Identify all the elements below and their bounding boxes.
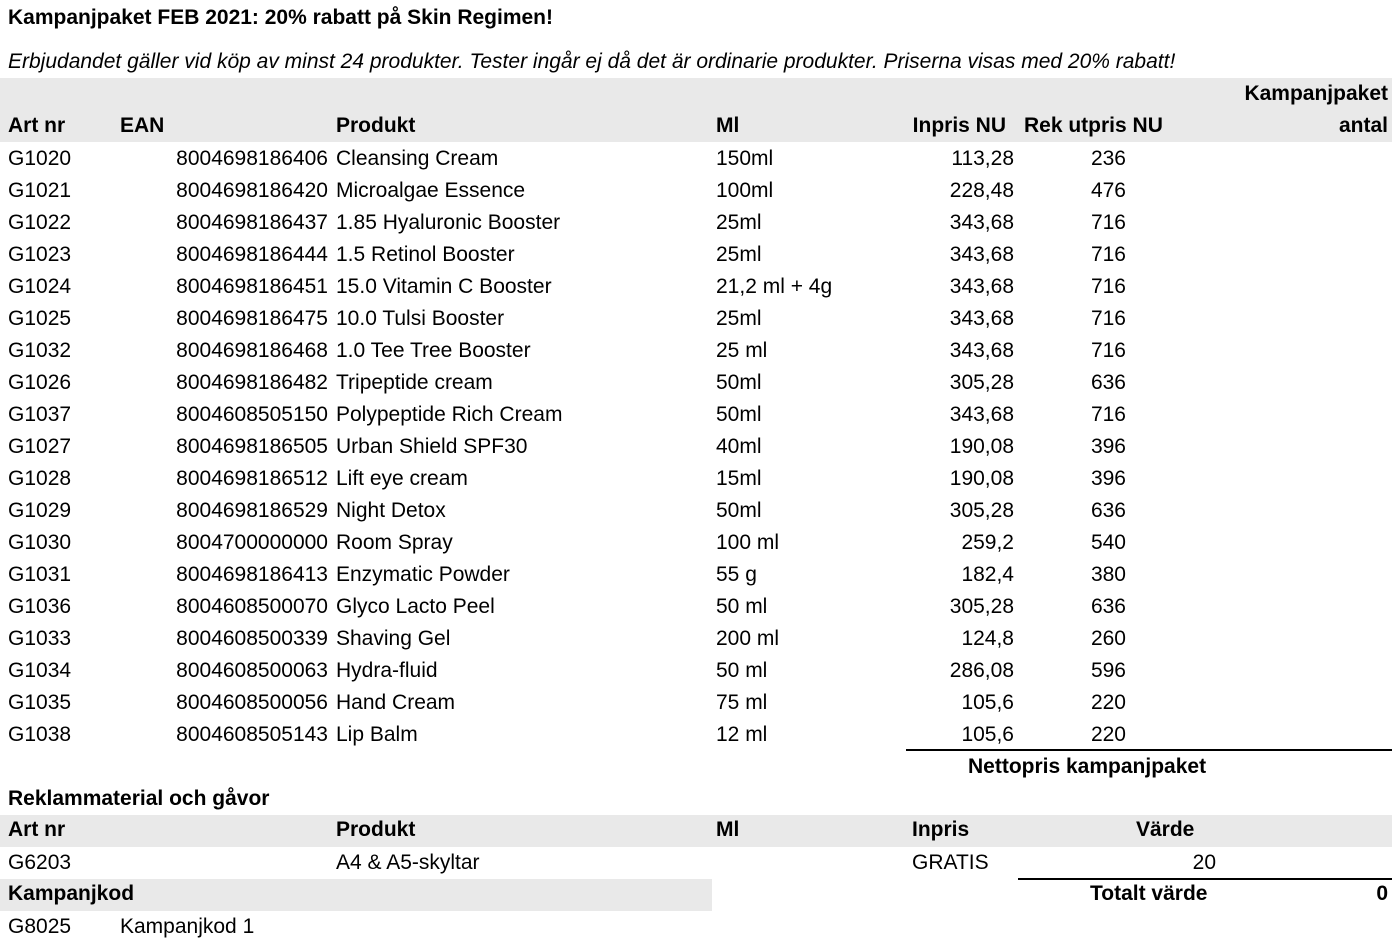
cell-rek-utpris: 220 — [1090, 691, 1126, 714]
cell-ml: 25ml — [716, 211, 762, 234]
header-produkt: Produkt — [336, 114, 416, 137]
cell-rek-utpris: 636 — [1090, 371, 1126, 394]
cell-ml: 50ml — [716, 403, 762, 426]
reklam-section-title: Reklammaterial och gåvor — [8, 787, 270, 810]
table-row — [0, 367, 1400, 399]
cell-art-nr: G1031 — [8, 563, 72, 586]
cell-inpris: 343,68 — [949, 403, 1014, 426]
header-ml: Ml — [716, 114, 740, 137]
cell-ean: 8004608505150 — [176, 403, 328, 426]
cell-rek-utpris: 716 — [1090, 339, 1126, 362]
cell-art-nr: G1024 — [8, 275, 72, 298]
table-row — [0, 655, 1400, 687]
totals-label: Totalt värde — [1090, 882, 1208, 905]
cell-produkt: Tripeptide cream — [336, 371, 493, 394]
cell-ml: 25 ml — [716, 339, 768, 362]
netto-divider — [906, 749, 1392, 751]
cell-ml: 200 ml — [716, 627, 780, 650]
reklam-cell-inpris: GRATIS — [912, 851, 989, 874]
table-row — [0, 431, 1400, 463]
cell-ml: 150ml — [716, 147, 774, 170]
header-inpris: Inpris NU — [912, 114, 1006, 137]
reklam-header-art-nr: Art nr — [8, 818, 66, 841]
cell-rek-utpris: 636 — [1090, 595, 1126, 618]
cell-rek-utpris: 716 — [1090, 211, 1126, 234]
kampanjkod-name: Kampanjkod 1 — [120, 915, 255, 938]
cell-ean: 8004698186420 — [176, 179, 328, 202]
table-row — [0, 591, 1400, 623]
cell-rek-utpris: 236 — [1090, 147, 1126, 170]
cell-ml: 25ml — [716, 307, 762, 330]
table-row — [0, 271, 1400, 303]
table-row — [0, 527, 1400, 559]
cell-rek-utpris: 716 — [1090, 243, 1126, 266]
table-row — [0, 623, 1400, 655]
header-rek-utpris: Rek utpris NU — [1024, 114, 1163, 137]
cell-rek-utpris: 396 — [1090, 435, 1126, 458]
cell-art-nr: G1036 — [8, 595, 72, 618]
page-title: Kampanjpaket FEB 2021: 20% rabatt på Skin Regimen! — [8, 6, 554, 29]
cell-produkt: Glyco Lacto Peel — [336, 595, 495, 618]
cell-inpris: 182,4 — [961, 563, 1014, 586]
table-row — [0, 303, 1400, 335]
reklam-header-varde: Värde — [1136, 818, 1195, 841]
cell-inpris: 343,68 — [949, 275, 1014, 298]
cell-rek-utpris: 716 — [1090, 403, 1126, 426]
reklam-header-produkt: Produkt — [336, 818, 416, 841]
cell-art-nr: G1022 — [8, 211, 72, 234]
cell-art-nr: G1037 — [8, 403, 72, 426]
cell-inpris: 343,68 — [949, 307, 1014, 330]
cell-ean: 8004700000000 — [176, 531, 328, 554]
cell-inpris: 343,68 — [949, 211, 1014, 234]
cell-ean: 8004698186406 — [176, 147, 328, 170]
cell-produkt: Night Detox — [336, 499, 446, 522]
kampanjkod-title: Kampanjkod — [8, 882, 135, 905]
table-row — [0, 463, 1400, 495]
reklam-cell-art-nr: G6203 — [8, 851, 72, 874]
cell-inpris: 113,28 — [951, 147, 1014, 170]
cell-ean: 8004698186482 — [176, 371, 328, 394]
header-kampanjpaket: Kampanjpaket — [1244, 82, 1388, 105]
cell-produkt: Cleansing Cream — [336, 147, 499, 170]
cell-produkt: Urban Shield SPF30 — [336, 435, 528, 458]
cell-inpris: 105,6 — [961, 691, 1014, 714]
cell-art-nr: G1034 — [8, 659, 72, 682]
cell-ean: 8004698186529 — [176, 499, 328, 522]
cell-ml: 50 ml — [716, 595, 768, 618]
table-row — [0, 495, 1400, 527]
netto-label: Nettopris kampanjpaket — [968, 755, 1207, 778]
cell-inpris: 305,28 — [949, 371, 1014, 394]
cell-rek-utpris: 380 — [1090, 563, 1126, 586]
table-row — [0, 239, 1400, 271]
cell-produkt: 1.0 Tee Tree Booster — [336, 339, 531, 362]
cell-ean: 8004698186437 — [176, 211, 328, 234]
cell-art-nr: G1025 — [8, 307, 72, 330]
cell-produkt: Enzymatic Powder — [336, 563, 510, 586]
reklam-header-inpris: Inpris — [912, 818, 970, 841]
cell-ml: 100ml — [716, 179, 774, 202]
cell-produkt: Hand Cream — [336, 691, 456, 714]
table-row — [0, 335, 1400, 367]
cell-inpris: 124,8 — [961, 627, 1014, 650]
cell-ml: 40ml — [716, 435, 762, 458]
cell-ean: 8004698186444 — [176, 243, 328, 266]
cell-ean: 8004698186413 — [176, 563, 328, 586]
cell-inpris: 286,08 — [949, 659, 1014, 682]
cell-inpris: 305,28 — [949, 595, 1014, 618]
cell-inpris: 259,2 — [961, 531, 1014, 554]
cell-art-nr: G1026 — [8, 371, 72, 394]
cell-ean: 8004698186475 — [176, 307, 328, 330]
cell-produkt: 10.0 Tulsi Booster — [336, 307, 505, 330]
cell-produkt: Hydra-fluid — [336, 659, 438, 682]
header-antal: antal — [1338, 114, 1388, 137]
cell-produkt: Polypeptide Rich Cream — [336, 403, 563, 426]
cell-produkt: 15.0 Vitamin C Booster — [336, 275, 552, 298]
cell-ml: 12 ml — [716, 723, 768, 746]
cell-produkt: Lip Balm — [336, 723, 418, 746]
cell-produkt: 1.5 Retinol Booster — [336, 243, 515, 266]
cell-produkt: Microalgae Essence — [336, 179, 526, 202]
table-row — [0, 687, 1400, 719]
reklam-cell-varde: 20 — [1192, 851, 1216, 874]
cell-rek-utpris: 396 — [1090, 467, 1126, 490]
cell-art-nr: G1023 — [8, 243, 72, 266]
page-subtitle: Erbjudandet gäller vid köp av minst 24 produkter. Tester ingår ej då det är ordinarie produkter. Priserna visas med 20% rabatt! — [8, 50, 1176, 73]
cell-rek-utpris: 636 — [1090, 499, 1126, 522]
cell-inpris: 343,68 — [949, 339, 1014, 362]
table-row — [0, 143, 1400, 175]
totals-divider — [1018, 878, 1392, 880]
table-row — [0, 175, 1400, 207]
cell-art-nr: G1035 — [8, 691, 72, 714]
cell-produkt: 1.85 Hyaluronic Booster — [336, 211, 561, 234]
cell-inpris: 190,08 — [949, 435, 1014, 458]
cell-art-nr: G1032 — [8, 339, 72, 362]
cell-art-nr: G1029 — [8, 499, 72, 522]
reklam-header-ml: Ml — [716, 818, 740, 841]
cell-ean: 8004608500056 — [176, 691, 328, 714]
table-row — [0, 559, 1400, 591]
cell-ean: 8004608500339 — [176, 627, 328, 650]
header-art-nr: Art nr — [8, 114, 66, 137]
cell-ean: 8004698186512 — [176, 467, 328, 490]
cell-rek-utpris: 540 — [1090, 531, 1126, 554]
cell-art-nr: G1020 — [8, 147, 72, 170]
cell-rek-utpris: 596 — [1090, 659, 1126, 682]
cell-art-nr: G1027 — [8, 435, 72, 458]
table-row — [0, 719, 1400, 751]
cell-inpris: 305,28 — [949, 499, 1014, 522]
header-ean: EAN — [120, 114, 165, 137]
cell-ean: 8004698186505 — [176, 435, 328, 458]
cell-rek-utpris: 716 — [1090, 307, 1126, 330]
cell-produkt: Shaving Gel — [336, 627, 451, 650]
cell-ean: 8004608505143 — [176, 723, 328, 746]
cell-ml: 15ml — [716, 467, 762, 490]
cell-inpris: 105,6 — [961, 723, 1014, 746]
cell-ml: 100 ml — [716, 531, 780, 554]
cell-art-nr: G1028 — [8, 467, 72, 490]
cell-rek-utpris: 476 — [1090, 179, 1126, 202]
totals-value: 0 — [1376, 882, 1388, 905]
cell-rek-utpris: 716 — [1090, 275, 1126, 298]
cell-ml: 55 g — [716, 563, 757, 586]
cell-art-nr: G1038 — [8, 723, 72, 746]
main-table-header-bg — [0, 78, 1392, 142]
cell-art-nr: G1033 — [8, 627, 72, 650]
cell-ml: 50 ml — [716, 659, 768, 682]
cell-rek-utpris: 220 — [1090, 723, 1126, 746]
cell-produkt: Room Spray — [336, 531, 453, 554]
cell-inpris: 190,08 — [949, 467, 1014, 490]
cell-ean: 8004698186468 — [176, 339, 328, 362]
cell-inpris: 228,48 — [949, 179, 1014, 202]
cell-inpris: 343,68 — [949, 243, 1014, 266]
cell-ml: 75 ml — [716, 691, 768, 714]
cell-ml: 21,2 ml + 4g — [716, 275, 833, 298]
cell-produkt: Lift eye cream — [336, 467, 468, 490]
cell-ml: 50ml — [716, 371, 762, 394]
cell-ml: 50ml — [716, 499, 762, 522]
cell-art-nr: G1021 — [8, 179, 72, 202]
table-row — [0, 207, 1400, 239]
cell-ean: 8004608500070 — [176, 595, 328, 618]
kampanjkod-art-nr: G8025 — [8, 915, 72, 938]
cell-art-nr: G1030 — [8, 531, 72, 554]
table-row — [0, 399, 1400, 431]
cell-ean: 8004698186451 — [176, 275, 328, 298]
cell-ean: 8004608500063 — [176, 659, 328, 682]
reklam-cell-produkt: A4 & A5-skyltar — [336, 851, 480, 874]
cell-rek-utpris: 260 — [1090, 627, 1126, 650]
cell-ml: 25ml — [716, 243, 762, 266]
